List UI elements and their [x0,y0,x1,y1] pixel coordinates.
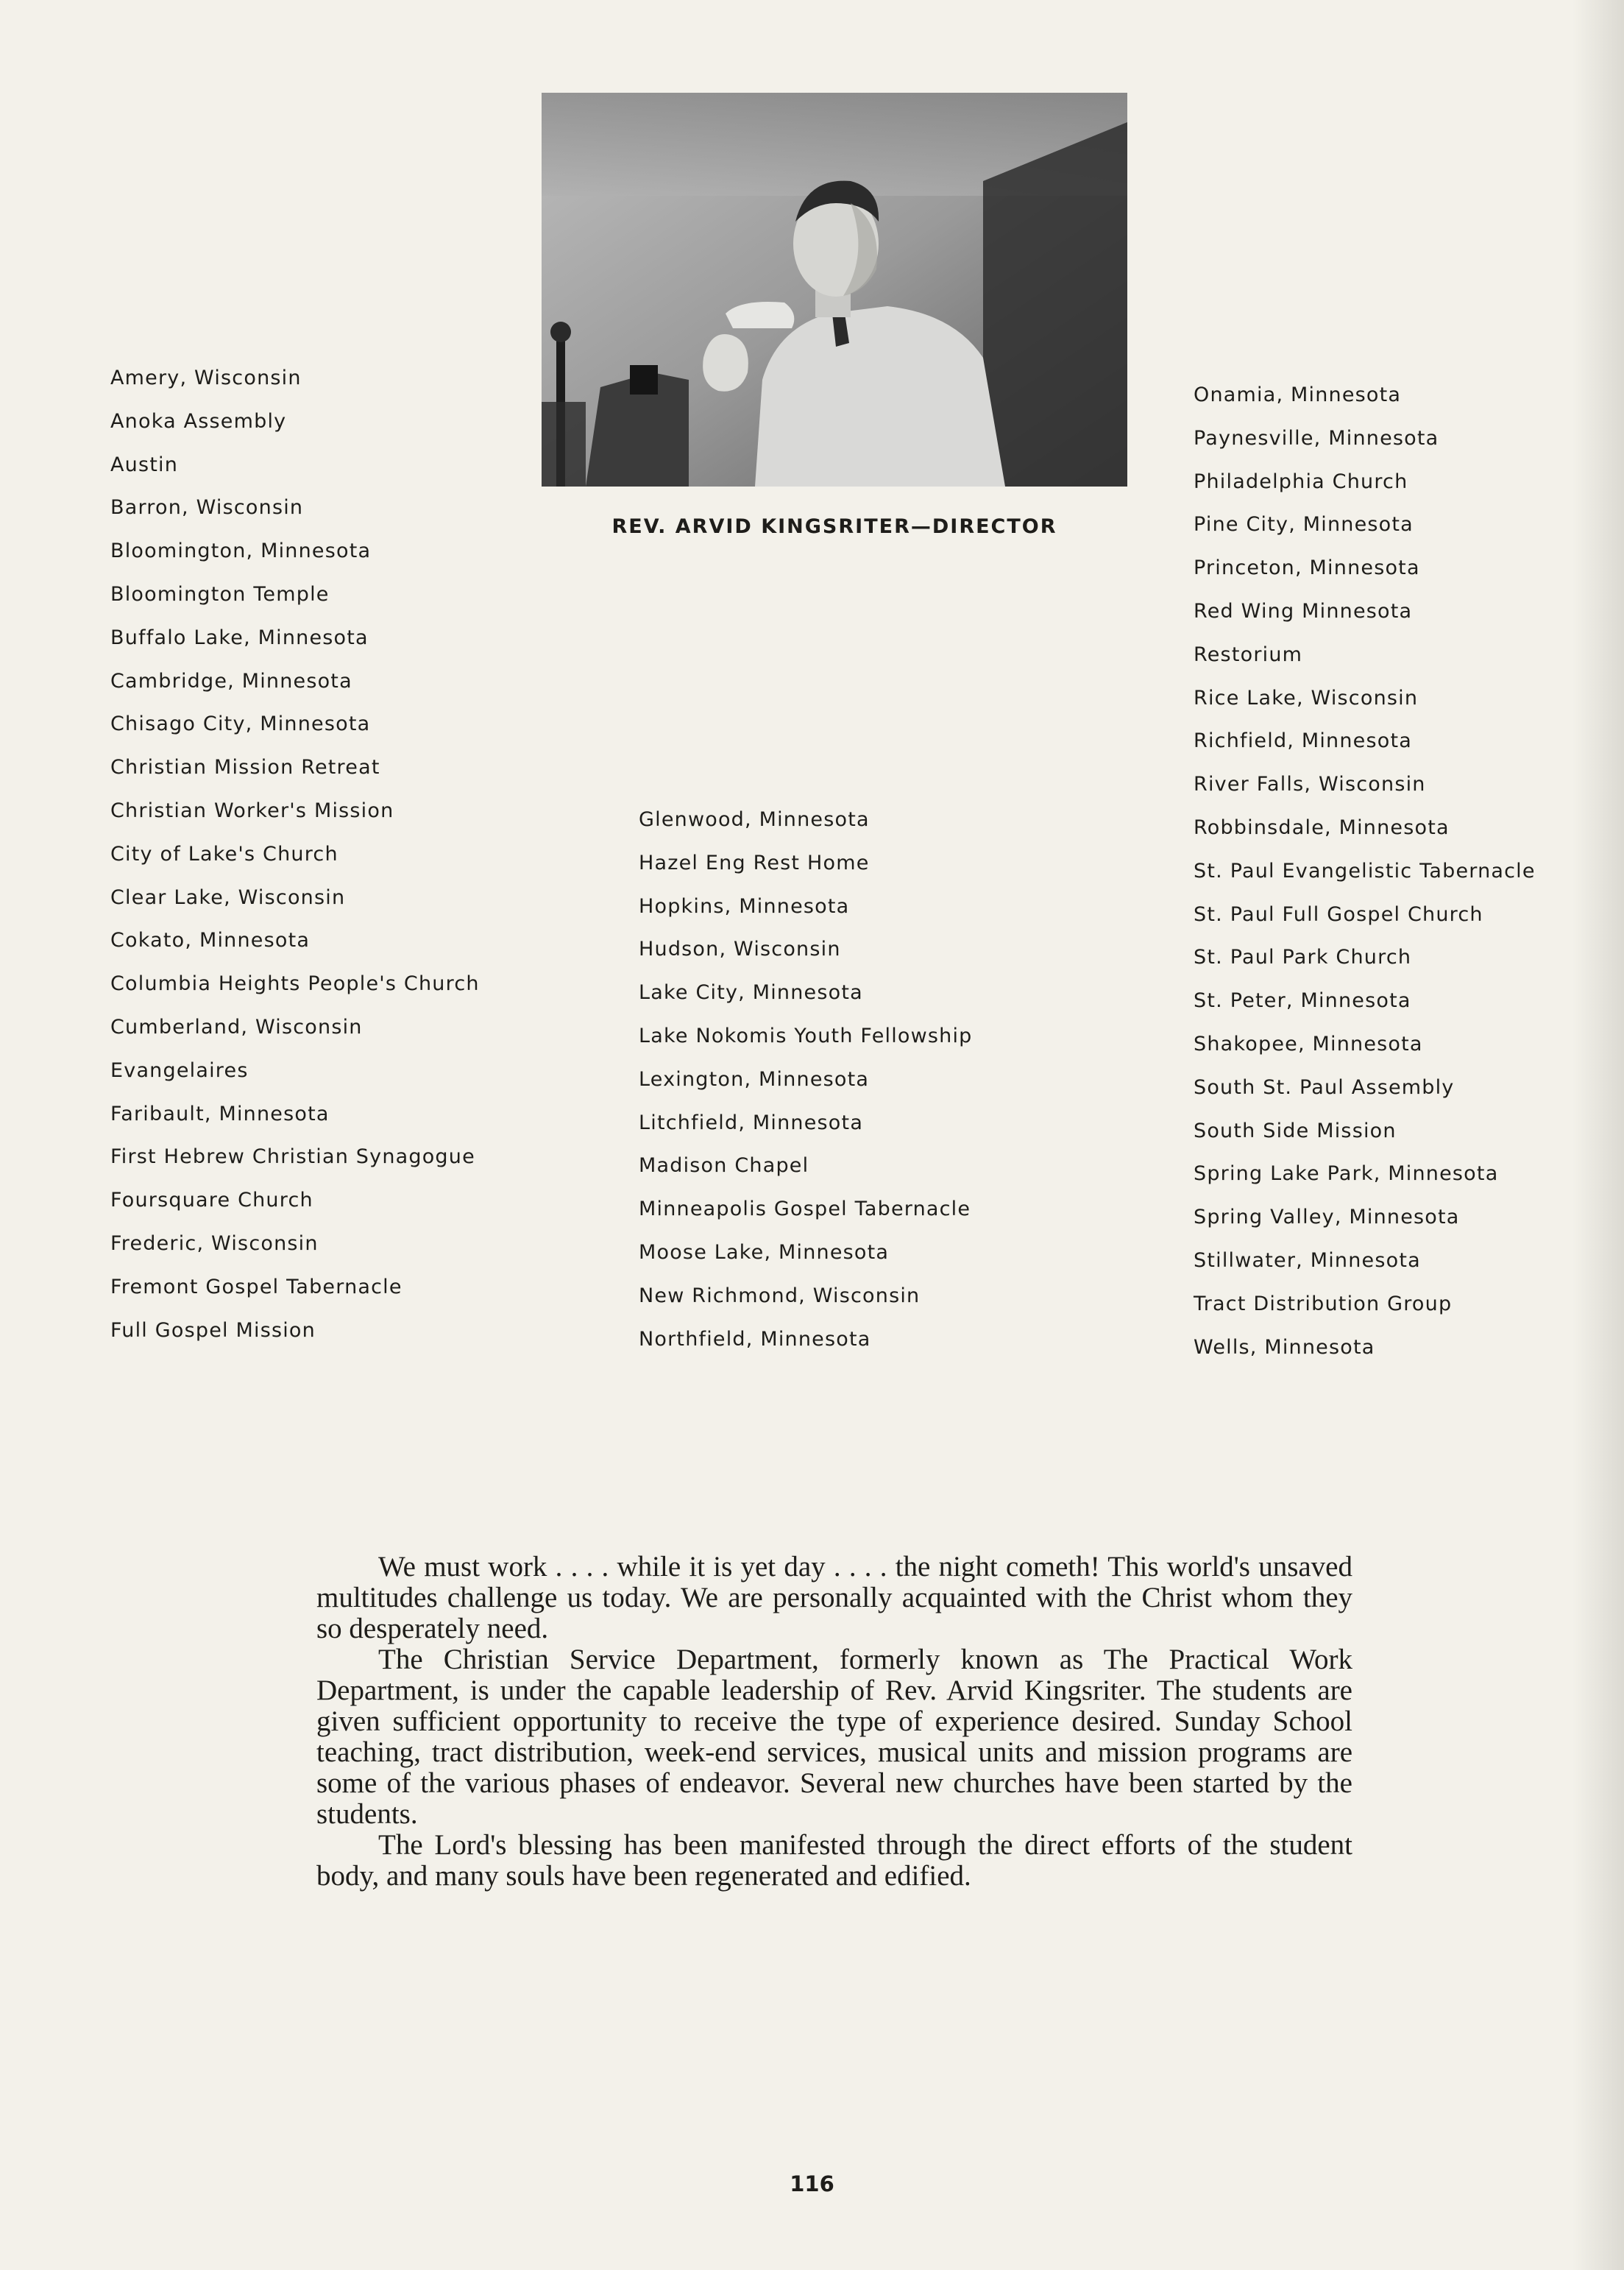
list-item: Lexington, Minnesota [639,1067,870,1091]
list-item: St. Paul Full Gospel Church [1194,902,1483,926]
list-item: Tract Distribution Group [1194,1292,1453,1315]
list-item: New Richmond, Wisconsin [639,1284,921,1307]
list-item: South St. Paul Assembly [1194,1075,1455,1099]
list-item: Amery, Wisconsin [110,367,302,389]
list-item: First Hebrew Christian Synagogue [110,1145,475,1169]
page-edge-shadow [1572,0,1624,2270]
list-item: Chisago City, Minnesota [110,713,371,736]
list-item: Spring Valley, Minnesota [1194,1206,1460,1229]
list-item: Richfield, Minnesota [1194,729,1412,753]
list-item: Christian Mission Retreat [110,756,380,779]
mission-list-left [110,357,480,1352]
list-item: City of Lake's Church [110,842,338,866]
mission-list-right [1194,374,1536,1369]
list-item: Philadelphia Church [1194,470,1408,493]
list-item: Barron, Wisconsin [110,496,304,520]
list-item: Hudson, Wisconsin [639,938,841,961]
list-item: Shakopee, Minnesota [1194,1032,1423,1056]
list-item: Madison Chapel [639,1154,809,1178]
list-item: Cambridge, Minnesota [110,669,352,693]
list-item: Clear Lake, Wisconsin [110,885,346,909]
list-item: Fremont Gospel Tabernacle [110,1275,403,1298]
list-item: Bloomington, Minnesota [110,540,372,563]
mission-list-middle [639,799,973,1361]
list-item: Austin [110,453,179,476]
director-photo-image [542,93,1127,487]
list-item: Lake Nokomis Youth Fellowship [639,1024,973,1047]
body-text [316,1552,1352,1892]
list-item: Litchfield, Minnesota [639,1111,864,1134]
list-item: St. Paul Evangelistic Tabernacle [1194,859,1536,883]
photo-caption: REV. ARVID KINGSRITER—DIRECTOR [611,515,1057,538]
list-item: Glenwood, Minnesota [639,808,870,831]
list-item: Cokato, Minnesota [110,929,311,952]
list-item: Frederic, Wisconsin [110,1231,319,1255]
list-item: South Side Mission [1194,1119,1397,1142]
list-item: Buffalo Lake, Minnesota [110,626,369,649]
list-item: Foursquare Church [110,1189,313,1212]
list-item: Spring Lake Park, Minnesota [1194,1162,1499,1186]
list-item: Rice Lake, Wisconsin [1194,686,1419,710]
list-item: Christian Worker's Mission [110,799,394,822]
list-item: River Falls, Wisconsin [1194,773,1426,796]
page-number: 116 [790,2171,834,2196]
list-item: Northfield, Minnesota [639,1327,871,1351]
list-item: Hazel Eng Rest Home [639,851,870,874]
list-item: Princeton, Minnesota [1194,556,1420,580]
list-item: Anoka Assembly [110,409,287,433]
list-item: Red Wing Minnesota [1194,599,1413,623]
list-item: Stillwater, Minnesota [1194,1248,1421,1272]
body-paragraph: The Lord's blessing has been manifested through the direct efforts of the student body, and many souls have been regenerated and edified. [316,1829,1352,1892]
list-item: Columbia Heights People's Church [110,972,480,996]
list-item: Robbinsdale, Minnesota [1194,816,1450,839]
list-item: St. Peter, Minnesota [1194,989,1411,1013]
list-item: St. Paul Park Church [1194,946,1412,969]
list-item: Faribault, Minnesota [110,1102,330,1125]
list-item: Full Gospel Mission [110,1318,316,1342]
body-paragraph: We must work . . . . while it is yet day . . . . the night cometh! This world's unsaved multitudes challenge us today. We are personally acquainted with the Christ whom they so desperately need. [316,1551,1352,1644]
list-item: Minneapolis Gospel Tabernacle [639,1198,971,1221]
list-item: Wells, Minnesota [1194,1335,1375,1359]
list-item: Bloomington Temple [110,582,330,606]
list-item: Evangelaires [110,1058,249,1082]
list-item: Lake City, Minnesota [639,981,863,1005]
list-item: Restorium [1194,643,1303,666]
director-photo [542,93,1127,487]
list-item: Cumberland, Wisconsin [110,1015,363,1039]
list-item: Hopkins, Minnesota [639,894,850,918]
list-item: Pine City, Minnesota [1194,513,1414,537]
list-item: Paynesville, Minnesota [1194,426,1439,450]
list-item: Onamia, Minnesota [1194,383,1402,406]
body-paragraph: The Christian Service Department, formerly known as The Practical Work Department, is under the capable leadership of Rev. Arvid Kingsriter. The students are given sufficient opportunity to receive the type of experience desired. Sunday School teaching, tract distribution, week-end services, musical units and mission programs are some of the various phases of endeavor. Several new churches have been started by the students. [316,1644,1352,1830]
list-item: Moose Lake, Minnesota [639,1240,890,1264]
